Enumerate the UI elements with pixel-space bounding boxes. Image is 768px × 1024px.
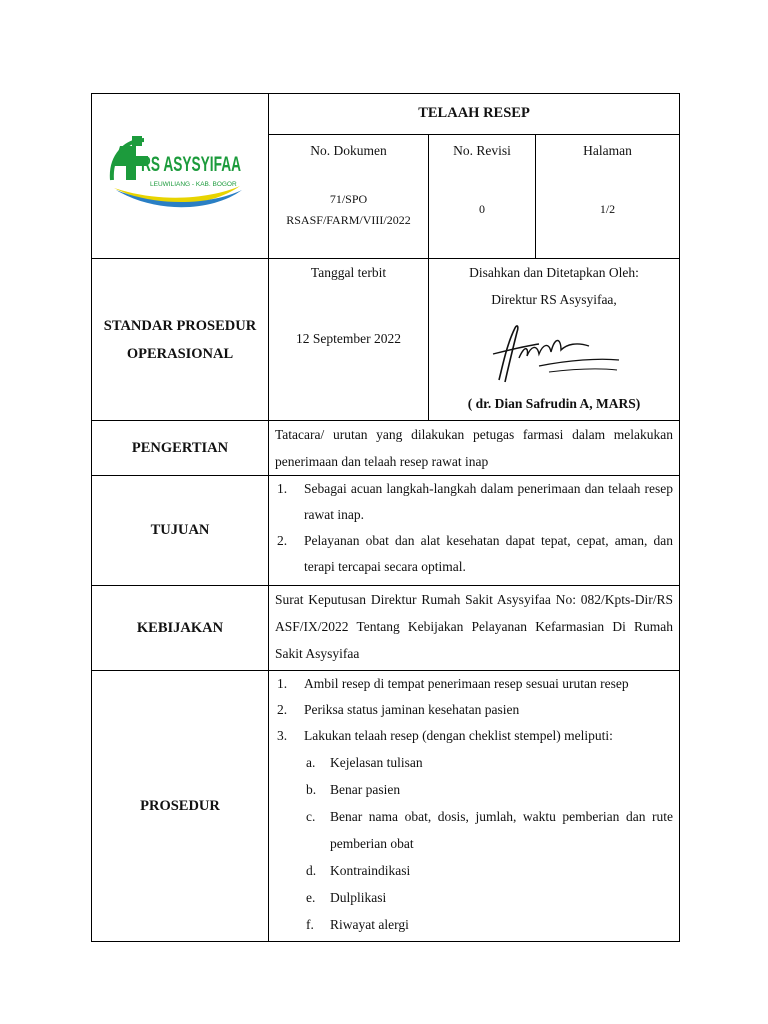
tujuan-list <box>269 476 679 580</box>
list-item: b. Benar pasien <box>306 782 401 797</box>
logo-name: RS ASYSYIFAA <box>141 153 241 176</box>
revision-value: 0 <box>479 201 485 216</box>
issue-date-label: Tanggal terbit <box>310 265 387 280</box>
revision-cell <box>429 134 536 258</box>
list-item: f. Riwayat alergi <box>306 917 409 932</box>
approver-name: ( dr. Dian Safrudin A, MARS) <box>467 396 641 411</box>
page-label: Halaman <box>583 142 632 158</box>
kebijakan-text: Surat Keputusan Direktur Rumah Sakit Asysyifaa No: 082/Kpts-Dir/RS ASF/IX/2022 Tentang Kebijakan Pelayanan Kefarmasian Di Rumah Sakit Asysyifaa <box>269 586 680 671</box>
approval-cell <box>429 259 680 421</box>
issue-date-cell <box>269 259 429 421</box>
tujuan-content <box>269 476 680 586</box>
page-cell <box>536 134 680 258</box>
doc-number-line2: RSASF/FARM/VIII/2022 <box>286 212 411 227</box>
hospital-logo-cell <box>92 94 269 259</box>
sop-label-cell <box>92 259 269 421</box>
list-item: d. Kontraindikasi <box>306 863 411 878</box>
document-title: TELAAH RESEP <box>269 94 680 135</box>
prosedur-content <box>269 671 680 942</box>
signature-image <box>469 314 639 392</box>
list-item: 2. Pelayanan obat dan alat kesehatan dapat tepat, cepat, aman, dan terapi tercapai secara optimal. <box>277 533 674 574</box>
list-item: e. Dulplikasi <box>306 890 387 905</box>
logo-location: LEUWILIANG - KAB. BOGOR <box>150 181 237 188</box>
sop-document <box>91 93 679 942</box>
sop-label-line2: OPERASIONAL <box>126 345 234 362</box>
list-item: 1. Ambil resep di tempat penerimaan resep sesuai urutan resep <box>277 676 629 691</box>
list-item: 1. Sebagai acuan langkah-langkah dalam penerimaan dan telaah resep rawat inap. <box>277 481 674 522</box>
list-item: 3. Lakukan telaah resep (dengan cheklist stempel) meliputi: a. Kejelasan tulisan b. Benar pasien c. Benar nama obat, dosis, jumlah, waktu pemberian dan rute pemberian obat d. Kontraindikasi e. Dulplikasi f. Riwayat alergi <box>275 723 673 938</box>
approval-text: Disahkan dan Ditetapkan Oleh: <box>469 265 639 280</box>
pengertian-label: PENGERTIAN <box>92 421 269 476</box>
list-item: c. Benar nama obat, dosis, jumlah, waktu pemberian dan rute pemberian obat <box>306 809 674 851</box>
kebijakan-label: KEBIJAKAN <box>92 586 269 671</box>
pengertian-text: Tatacara/ urutan yang dilakukan petugas farmasi dalam melakukan penerimaan dan telaah resep rawat inap <box>269 421 680 476</box>
approver-title: Direktur RS Asysyifaa, <box>491 292 617 307</box>
prosedur-sublist <box>304 749 673 938</box>
doc-number-cell <box>269 134 429 258</box>
page-value: 1/2 <box>599 201 616 216</box>
sop-table <box>91 93 680 942</box>
doc-number-line1: 71/SPO <box>329 191 368 206</box>
doc-number-value <box>269 189 428 231</box>
list-item: a. Kejelasan tulisan <box>306 755 423 770</box>
list-item: 2. Periksa status jaminan kesehatan pasien <box>277 702 520 717</box>
tujuan-label: TUJUAN <box>92 476 269 586</box>
prosedur-list <box>269 671 679 938</box>
doc-number-label: No. Dokumen <box>310 142 387 158</box>
prosedur-label: PROSEDUR <box>92 671 269 942</box>
revision-label: No. Revisi <box>453 142 511 158</box>
swoosh-yellow <box>114 186 240 204</box>
sop-label-line1: STANDAR PROSEDUR <box>103 317 257 334</box>
hospital-logo <box>92 94 268 254</box>
issue-date-value: 12 September 2022 <box>296 331 401 346</box>
